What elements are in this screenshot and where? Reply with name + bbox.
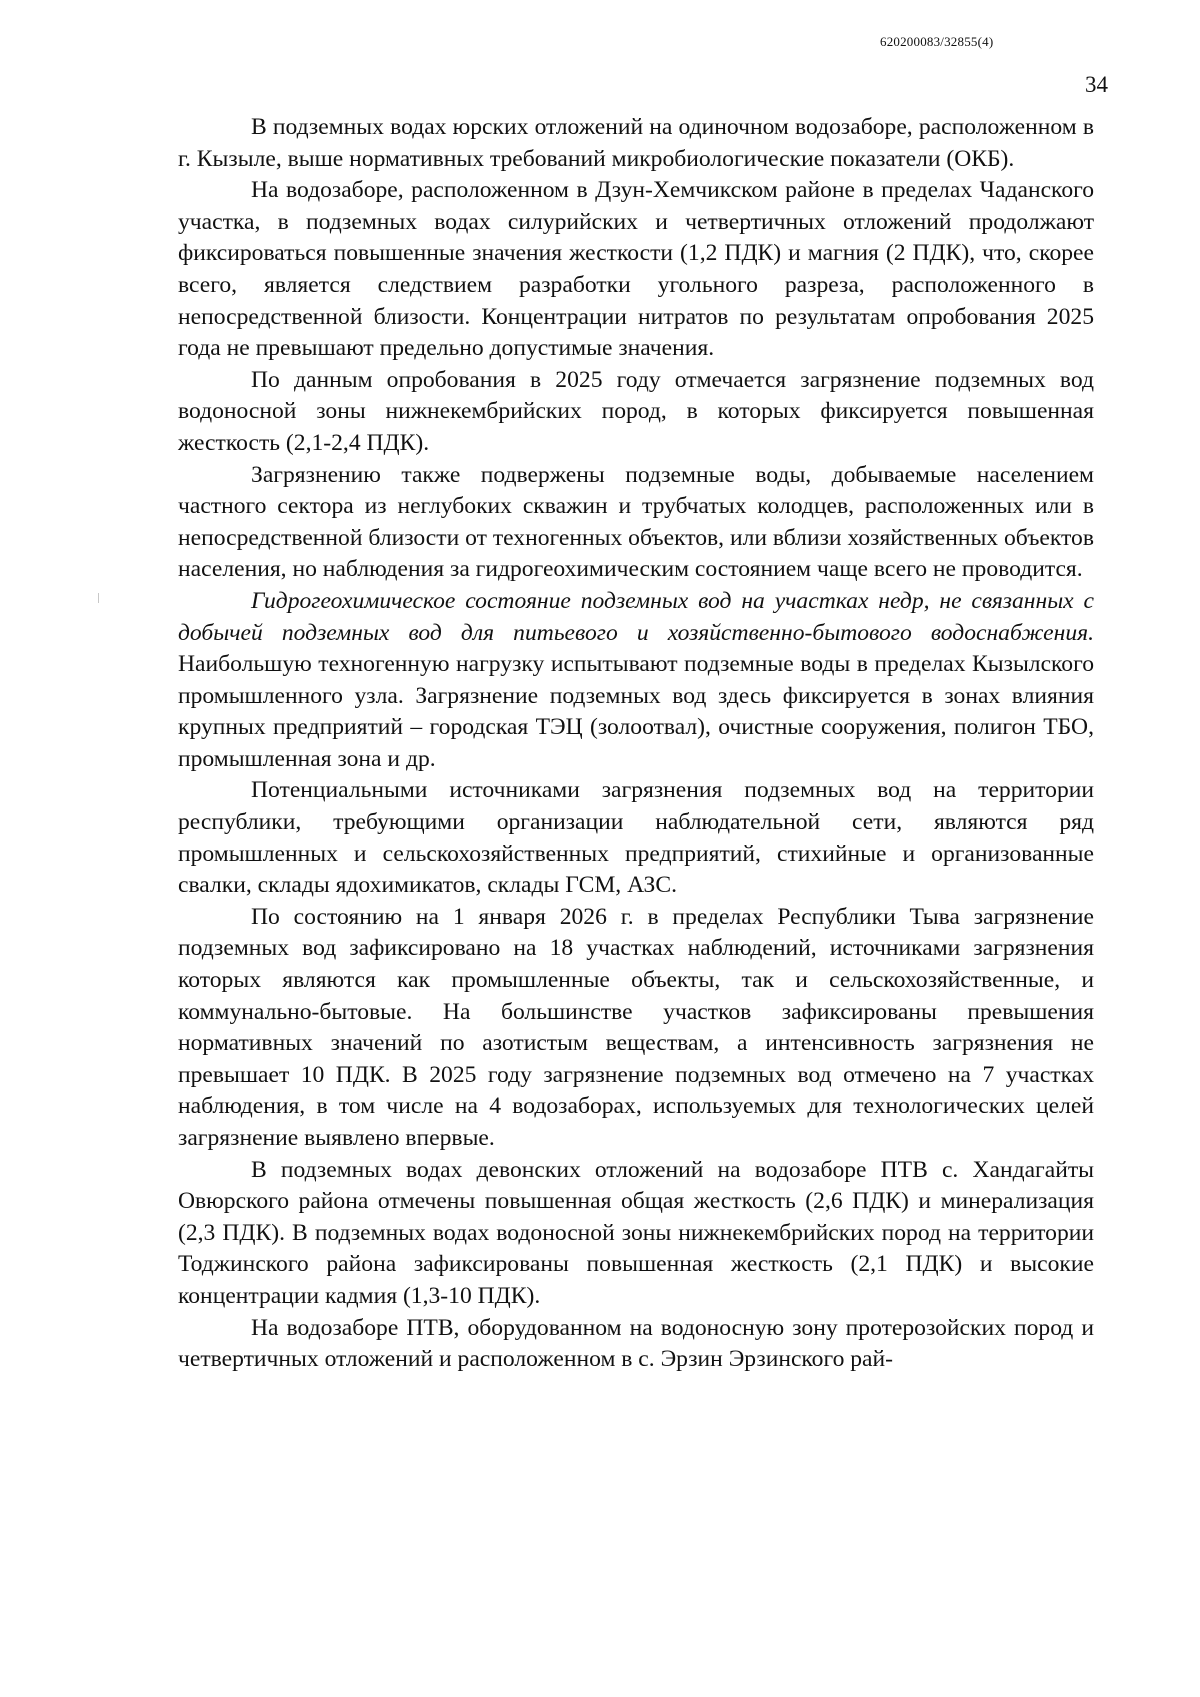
- paragraph-4: Загрязнению также подвержены подземные воды, добываемые населением частного сектора из неглубоких скважин и трубчатых колодцев, расположенных или в непосредственной близости от техногенных объектов, или вблизи хозяйственных объектов населения, но наблюдения за гидрогеохимическим состоянием чаще всего не проводится.: [178, 461, 1094, 583]
- paragraph-3: По данным опробования в 2025 году отмечается загрязнение подземных вод водоносной зоны нижнекембрийских пород, в которых фиксируется повышенная жесткость (2,1-2,4 ПДК).: [178, 366, 1094, 456]
- paragraph-5: [178, 586, 1094, 776]
- paragraph-7: По состоянию на 1 января 2026 г. в пределах Республики Тыва загрязнение подземных вод зафиксировано на 18 участках наблюдений, источниками загрязнения которых являются как промышленные объекты, так и сельскохозяйственные, и коммунально-бытовые. На большинстве участков зафиксированы превышения нормативных значений по азотистым веществам, а интенсивность загрязнения не превышает 10 ПДК. В 2025 году загрязнение подземных вод отмечено на 7 участках наблюдения, в том числе на 4 водозаборах, используемых для технологических целей загрязнение выявлено впервые.: [178, 903, 1094, 1151]
- paragraph-1: В подземных водах юрских отложений на одиночном водозаборе, расположенном в г. Кызыле, выше нормативных требований микробиологические показатели (ОКБ).: [178, 114, 1094, 172]
- paragraph-5-italic-heading: Гидрогеохимическое состояние подземных вод на участках недр, не связанных с добычей подземных вод для питьевого и хозяйственно-бытового водоснабжения.: [178, 587, 1094, 646]
- page-number: 34: [1085, 72, 1108, 97]
- paragraph-9: На водозаборе ПТВ, оборудованном на водоносную зону протерозойских пород и четвертичных отложений и расположенном в с. Эрзин Эрзинского рай-: [178, 1314, 1094, 1373]
- paragraph-8: В подземных водах девонских отложений на водозаборе ПТВ с. Хандагайты Овюрского района отмечены повышенная общая жесткость (2,6 ПДК) и минерализация (2,3 ПДК). В подземных водах водоносной зоны нижнекембрийских пород на территории Тоджинского района зафиксированы повышенная жесткость (2,1 ПДК) и высокие концентрации кадмия (1,3-10 ПДК).: [178, 1156, 1094, 1309]
- document-body: [178, 112, 1094, 1376]
- paragraph-5-text: Наибольшую техногенную нагрузку испытывают подземные воды в пределах Кызылского промышленного узла. Загрязнение подземных вод здесь фиксируется в зонах влияния крупных предприятий – городская ТЭЦ (золоотвал), очистные сооружения, полигон ТБО, промышленная зона и др.: [178, 651, 1094, 772]
- paragraph-6: Потенциальными источниками загрязнения подземных вод на территории республики, требующими организации наблюдательной сети, являются ряд промышленных и сельскохозяйственных предприятий, стихийные и организованные свалки, склады ядохимикатов, склады ГСМ, АЗС.: [178, 777, 1094, 899]
- margin-mark: [98, 593, 99, 603]
- document-id: 620200083/32855(4): [880, 34, 994, 49]
- paragraph-2: На водозаборе, расположенном в Дзун-Хемчикском районе в пределах Чаданского участка, в подземных водах силурийских и четвертичных отложений продолжают фиксироваться повышенные значения жесткости (1,2 ПДК) и магния (2 ПДК), что, скорее всего, является следствием разработки угольного разреза, расположенного в непосредственной близости. Концентрации нитратов по результатам опробования 2025 года не превышают предельно допустимые значения.: [178, 177, 1094, 362]
